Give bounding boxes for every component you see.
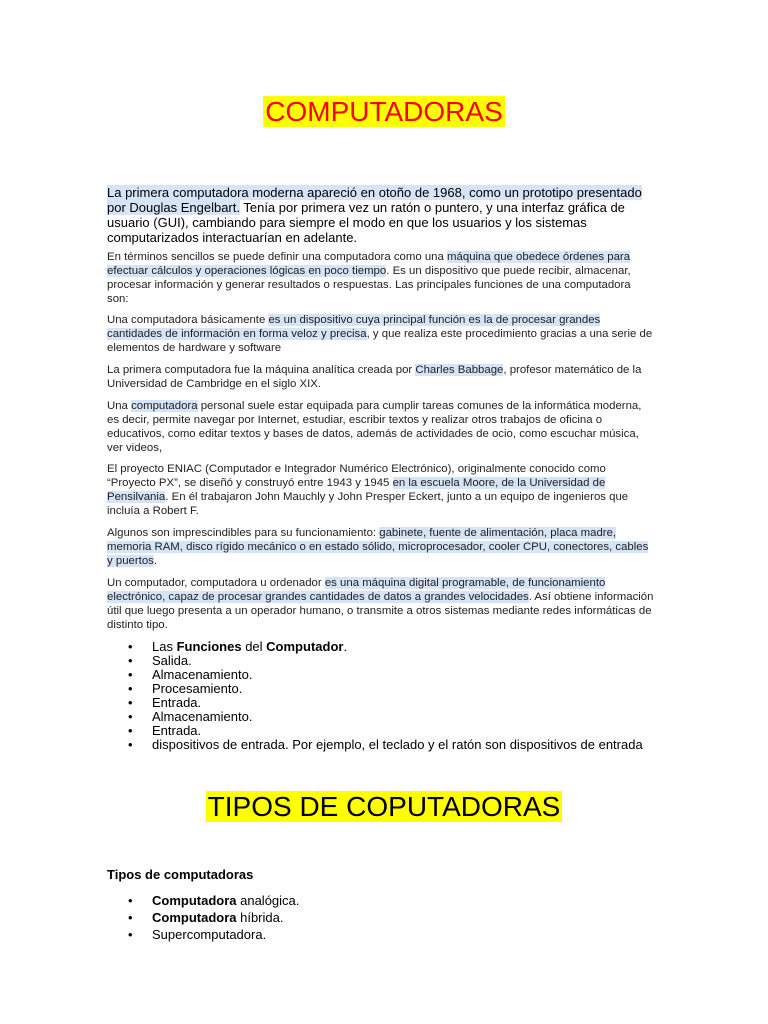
- page-title-text: COMPUTADORAS: [265, 96, 503, 127]
- list-item: • Entrada.: [128, 724, 668, 738]
- paragraph-text: .: [153, 555, 158, 567]
- highlighted-text: es un dispositivo cuya principal función es la de procesar grandes cantidades de información en forma veloz y precisa: [107, 314, 601, 340]
- paragraph-eniac: [107, 462, 655, 518]
- paragraph-text: personal suele estar equipada para cumplir tareas comunes de la informática moderna, es decir, permite navegar por Internet, estudiar, escribir textos y realizar otros trabajos de oficina o educativos, como editar textos y bases de datos, además de actividades de ocio, como escuchar música, ver videos,: [107, 400, 642, 454]
- paragraph-text: Una: [107, 400, 132, 412]
- paragraph-personal-computer: [107, 399, 655, 455]
- paragraph-text: Algunos son imprescindibles para su funcionamiento:: [107, 527, 380, 539]
- highlighted-text: gabinete, fuente de alimentación, placa madre, memoria RAM, disco rígido mecánico o en estado sólido, microprocesador, cooler CPU, conectores, cables y puertos: [107, 527, 649, 567]
- paragraph-text: , profesor matemático de la Universidad de Cambridge en el siglo XIX.: [107, 364, 642, 390]
- list-item-bold: Funciones: [176, 639, 242, 654]
- paragraph-text: . Es un dispositivo que puede recibir, almacenar, procesar información y generar resultados o respuestas. Las principales funciones de una computadora son:: [107, 265, 631, 305]
- list-item-bold: Computador: [266, 639, 344, 654]
- list-item: • Salida.: [128, 654, 668, 668]
- page-title: [0, 95, 768, 129]
- list-item-text: analógica.: [236, 893, 300, 908]
- paragraph-computer-definition: [107, 576, 655, 632]
- list-item: • Almacenamiento.: [128, 668, 668, 682]
- highlighted-text: máquina que obedece órdenes para efectuar cálculos y operaciones lógicas en poco tiempo: [107, 251, 631, 277]
- paragraph-definition: [107, 250, 655, 306]
- highlighted-text: en la escuela Moore, de la Universidad de Pensilvania: [107, 477, 606, 503]
- paragraph-text: Tenía por primera vez un ratón o puntero, y una interfaz gráfica de usuario (GUI), cambiando para siempre el modo en que los usuarios y los sistemas computarizados interactuarían en adelante.: [107, 200, 625, 245]
- types-list: [128, 892, 668, 943]
- paragraph-components: [107, 526, 655, 568]
- paragraph-text: . Así obtiene información útil que luego presenta a un operador humano, o transmite a otros sistemas mediante redes informáticas de distinto tipo.: [107, 591, 654, 631]
- list-item: • dispositivos de entrada. Por ejemplo, el teclado y el ratón son dispositivos de entrada: [128, 738, 668, 752]
- list-item: [128, 926, 668, 943]
- paragraph-text: En términos sencillos se puede definir una computadora como una: [107, 251, 448, 263]
- subheading: Tipos de computadoras: [107, 867, 254, 882]
- list-item-text: del: [241, 639, 267, 654]
- list-item: [128, 640, 668, 654]
- section-title-text: TIPOS DE COPUTADORAS: [207, 791, 561, 822]
- list-item: [128, 892, 668, 909]
- list-item-bold: Computadora: [152, 893, 237, 908]
- list-item: • Almacenamiento.: [128, 710, 668, 724]
- paragraph-text: Un computador, computadora u ordenador: [107, 577, 325, 589]
- highlighted-text: computadora: [131, 400, 198, 412]
- highlighted-text: La primera computadora moderna apareció en otoño de 1968, como un prototipo presentado por Douglas Engelbart.: [107, 185, 642, 215]
- list-item: [128, 909, 668, 926]
- list-item-text: Supercomputadora.: [152, 927, 267, 942]
- paragraph-text: Una computadora básicamente: [107, 314, 269, 326]
- paragraph-text: El proyecto ENIAC (Computador e Integrador Numérico Electrónico), originalmente conocido como “Proyecto PX”, se diseñó y construyó entre 1943 y 1945: [107, 463, 606, 489]
- paragraph-text: , y que realiza este procedimiento gracias a una serie de elementos de hardware y software: [107, 328, 653, 354]
- list-item: • Entrada.: [128, 696, 668, 710]
- paragraph-first-computer: [107, 185, 655, 245]
- list-item: • Procesamiento.: [128, 682, 668, 696]
- list-item-text: híbrida.: [236, 910, 284, 925]
- paragraph-text: . En él trabajaron John Mauchly y John Presper Eckert, junto a un equipo de ingenieros que incluía a Robert F.: [107, 491, 629, 517]
- highlighted-text: es una máquina digital programable, de funcionamiento electrónico, capaz de procesar grandes cantidades de datos a grandes velocidades: [107, 577, 606, 603]
- functions-list: [128, 640, 668, 752]
- list-item-text: Las: [152, 639, 177, 654]
- list-item-bold: Computadora: [152, 910, 237, 925]
- section-title: [0, 790, 768, 824]
- paragraph-function: [107, 313, 655, 355]
- highlighted-text: Charles Babbage: [415, 364, 504, 376]
- paragraph-babbage: [107, 363, 655, 391]
- paragraph-text: La primera computadora fue la máquina analítica creada por: [107, 364, 416, 376]
- list-item-text: .: [343, 639, 348, 654]
